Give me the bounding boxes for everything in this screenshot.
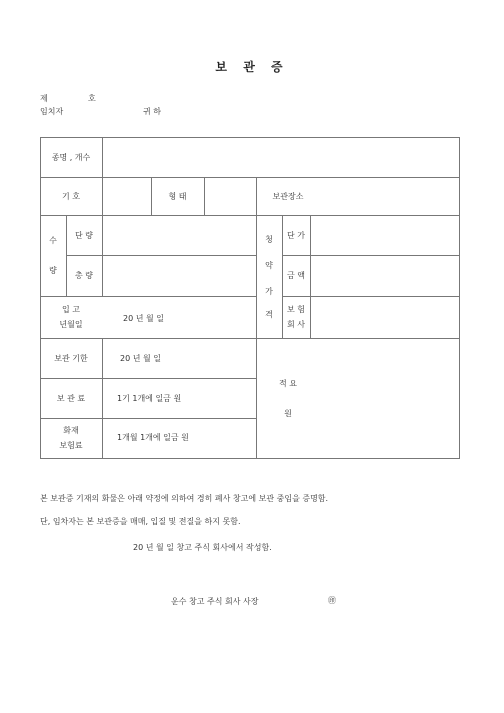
entry-date-label-1: 입 고 (62, 305, 80, 314)
remarks-label-1: 적 요 (279, 378, 297, 388)
total-qty-label: 총 량 (75, 271, 93, 280)
unit-qty-label: 단 량 (75, 230, 93, 240)
amount-label: 금 액 (287, 271, 305, 280)
code-label: 기 호 (62, 191, 80, 201)
insurance-co-label-2: 회 사 (287, 320, 305, 329)
notice-text: 단, 임차자는 본 보관증을 매매, 입질 및 전질을 하지 못함. (40, 517, 241, 526)
signature-line: 운수 창고 주식 회사 사장 (171, 597, 259, 606)
storage-period-value: 20 년 월 일 (120, 354, 161, 363)
entry-date-label-2: 년월일 (59, 320, 83, 329)
doc-number-label: 제 (40, 94, 48, 103)
unit-price-label: 단 가 (287, 230, 305, 240)
doc-number-suffix: 호 (88, 94, 96, 103)
issue-date-line: 20 년 월 일 창고 주식 회사에서 작성함. (133, 543, 272, 552)
storage-period-label: 보관 기한 (54, 353, 88, 363)
form-label: 형 태 (168, 191, 187, 201)
depositor-label: 임치자 (40, 107, 64, 116)
quantity-label-1: 수 (49, 235, 57, 245)
depositor-honorific: 귀 하 (143, 107, 161, 116)
item-count-label: 종명 , 개수 (51, 152, 91, 162)
req-price-label-4: 격 (265, 309, 273, 319)
storage-fee-value: 1기 1개에 일금 원 (117, 394, 182, 403)
remarks-label-2: 원 (284, 408, 292, 418)
seal-mark: ㊞ (328, 596, 336, 605)
req-price-label-1: 청 (265, 234, 273, 244)
fire-ins-label-1: 화재 (63, 426, 79, 435)
req-price-label-3: 가 (265, 286, 273, 296)
certify-text: 본 보관증 기재의 화물은 아래 약정에 의하여 경히 폐사 창고에 보관 중임을 증명함. (40, 494, 329, 503)
entry-date-value: 20 년 월 일 (123, 314, 164, 323)
fire-ins-label-2: 보험료 (59, 441, 83, 450)
insurance-co-label-1: 보 험 (287, 305, 305, 314)
quantity-label-2: 량 (49, 265, 57, 275)
req-price-label-2: 약 (265, 260, 273, 270)
storage-fee-label: 보 관 료 (56, 393, 86, 403)
location-label: 보관장소 (272, 191, 304, 201)
fire-ins-value: 1개월 1개에 일금 원 (117, 433, 189, 442)
document-title: 보 관 증 (215, 60, 289, 74)
